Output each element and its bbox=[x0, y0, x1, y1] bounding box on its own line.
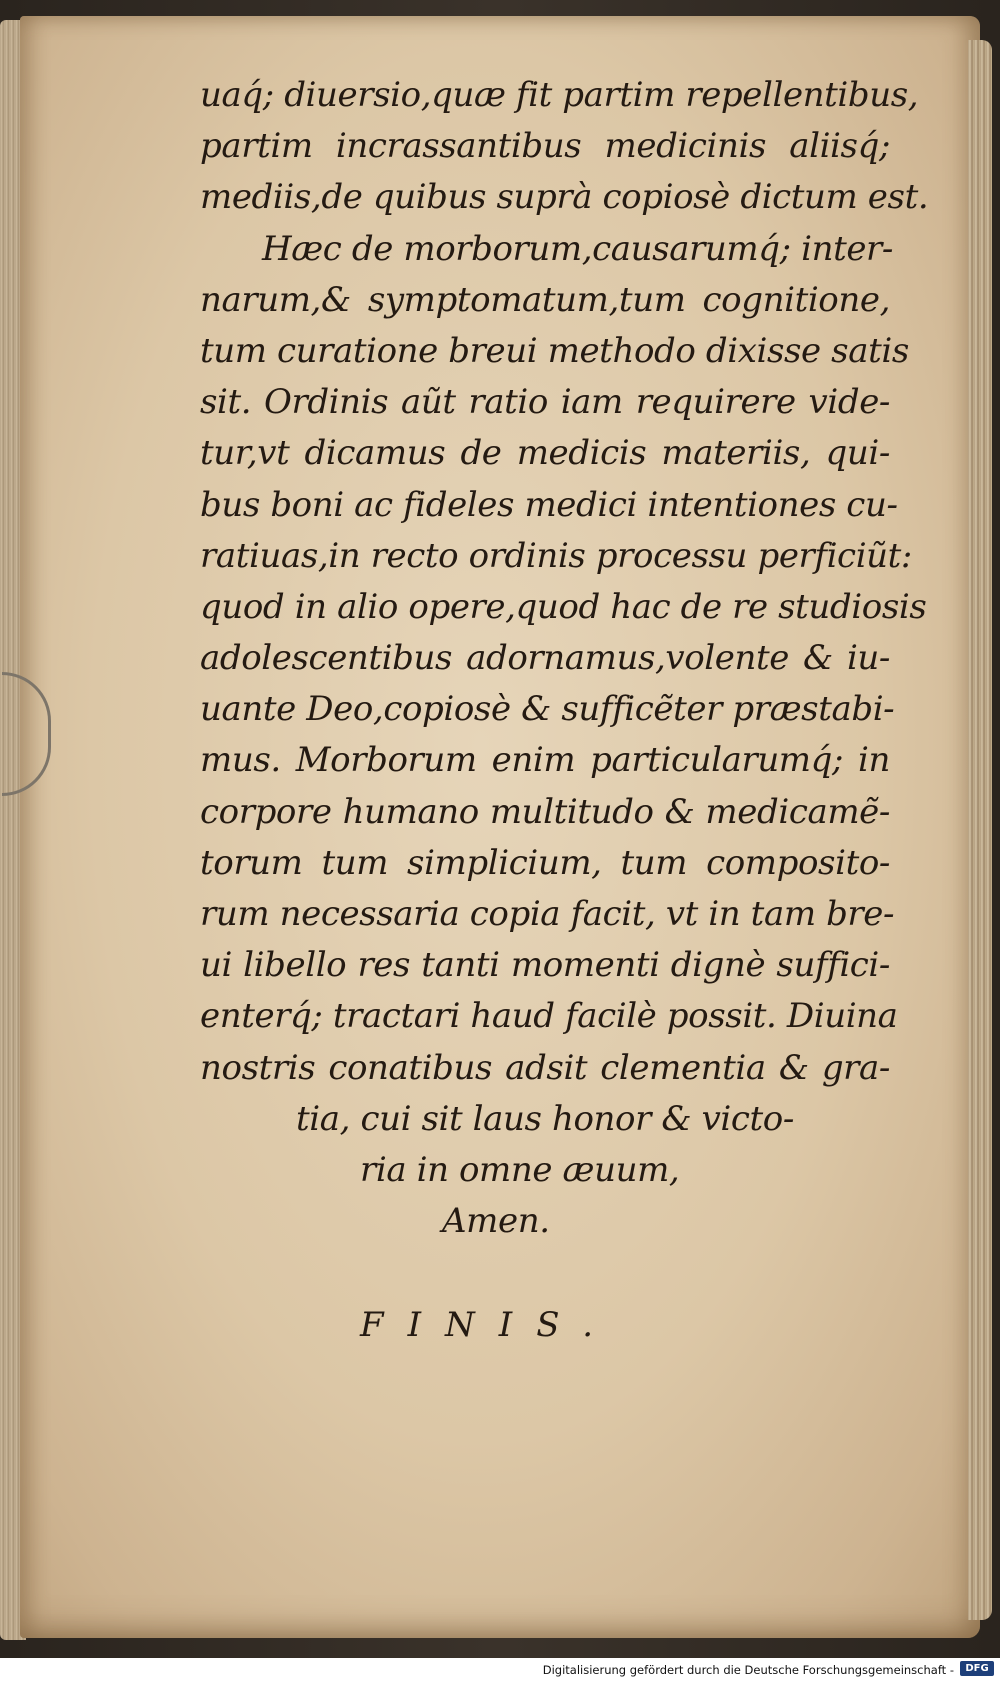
text-line: adolescentibus adornamus,volente & iu- bbox=[200, 638, 890, 679]
text-line: bus boni ac fideles medici intentiones cu- bbox=[200, 484, 898, 525]
body-text bbox=[200, 70, 929, 1247]
text-line: ratiuas,in recto ordinis processu perficiũt: bbox=[200, 535, 912, 576]
dfg-logo: DFG bbox=[960, 1661, 994, 1676]
text-line: tum curatione breui methodo dixisse satis bbox=[200, 330, 909, 371]
text-line: mediis,de quibus suprà copiosè dictum est. bbox=[200, 177, 929, 218]
text-line: nostris conatibus adsit clementia & gra- bbox=[200, 1047, 890, 1088]
finis-heading: FINIS. bbox=[360, 1305, 618, 1345]
text-line: uante Deo,copiosè & sufficẽter præstabi- bbox=[200, 689, 895, 730]
text-line: tur,vt dicamus de medicis materiis, qui- bbox=[200, 433, 890, 474]
text-line: sit. Ordinis aũt ratio iam requirere vide- bbox=[200, 382, 890, 423]
text-line: mus. Morborum enim particularumq́; in bbox=[200, 740, 890, 781]
text-line: tia, cui sit laus honor & victo- bbox=[296, 1098, 794, 1139]
text-line: uaq́; diuersio,quæ fit partim repellentibus, bbox=[200, 75, 919, 115]
text-line: rum necessaria copia facit, vt in tam bre- bbox=[200, 894, 895, 934]
text-line: quod in alio opere,quod hac de re studiosis bbox=[200, 586, 927, 627]
text-line: corpore humano multitudo & medicamẽ- bbox=[200, 791, 890, 832]
text-line: partim incrassantibus medicinis aliisq́; bbox=[200, 126, 890, 167]
text-line: torum tum simplicium, tum composito- bbox=[200, 842, 890, 883]
text-line: ui libello res tanti momenti dignè suffici- bbox=[200, 945, 890, 986]
text-line: narum,& symptomatum,tum cognitione, bbox=[200, 279, 890, 320]
text-line: Hæc de morborum,causarumq́; inter- bbox=[262, 228, 893, 269]
text-line: ria in omne æuum, bbox=[360, 1149, 680, 1190]
text-line: enterq́; tractari haud facilè possit. Diuina bbox=[200, 996, 898, 1037]
amen-line: Amen. bbox=[442, 1201, 550, 1242]
right-page-edges bbox=[968, 40, 992, 1620]
footer-credit: Digitalisierung gefördert durch die Deutsche Forschungsgemeinschaft - bbox=[542, 1663, 954, 1677]
